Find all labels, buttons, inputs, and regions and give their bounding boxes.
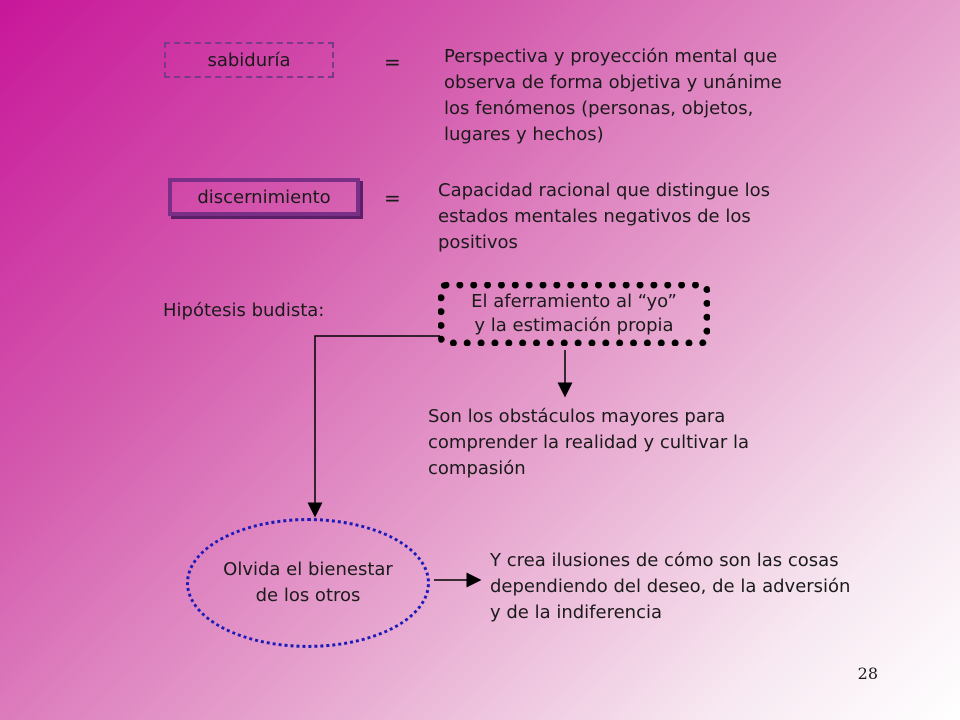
consequence-text xyxy=(490,548,850,626)
definition-line: Capacidad racional que distingue los xyxy=(438,180,770,201)
definition-line: estados mentales negativos de los xyxy=(438,206,751,227)
olvida-ellipse xyxy=(186,518,430,648)
page-number: 28 xyxy=(857,664,878,683)
definition-line: los fenómenos (personas, objetos, xyxy=(444,98,754,119)
discernimiento-label: discernimiento xyxy=(197,186,331,208)
ellipse-line: de los otros xyxy=(255,585,361,606)
discernimiento-equals: = xyxy=(384,186,401,210)
ellipse-line: Olvida el bienestar xyxy=(223,559,393,580)
definition-line: Perspectiva y proyección mental que xyxy=(444,46,778,67)
hipotesis-box-line: El aferramiento al “yo” xyxy=(471,291,677,312)
arrow-to-ellipse xyxy=(315,336,440,516)
hipotesis-result xyxy=(428,404,749,482)
result-line: Son los obstáculos mayores para xyxy=(428,406,726,427)
consequence-line: y de la indiferencia xyxy=(490,602,663,623)
consequence-line: Y crea ilusiones de cómo son las cosas xyxy=(490,550,839,571)
sabiduria-label: sabiduría xyxy=(207,49,291,71)
result-line: comprender la realidad y cultivar la xyxy=(428,432,750,453)
hipotesis-box-line: y la estimación propia xyxy=(474,315,674,336)
hipotesis-label: Hipótesis budista: xyxy=(163,300,325,321)
definition-line: positivos xyxy=(438,232,518,253)
definition-line: lugares y hechos) xyxy=(444,124,604,145)
definition-line: observa de forma objetiva y unánime xyxy=(444,72,782,93)
result-line: compasión xyxy=(428,458,526,479)
consequence-line: dependiendo del deseo, de la adversión xyxy=(490,576,851,597)
sabiduria-equals: = xyxy=(384,50,401,74)
